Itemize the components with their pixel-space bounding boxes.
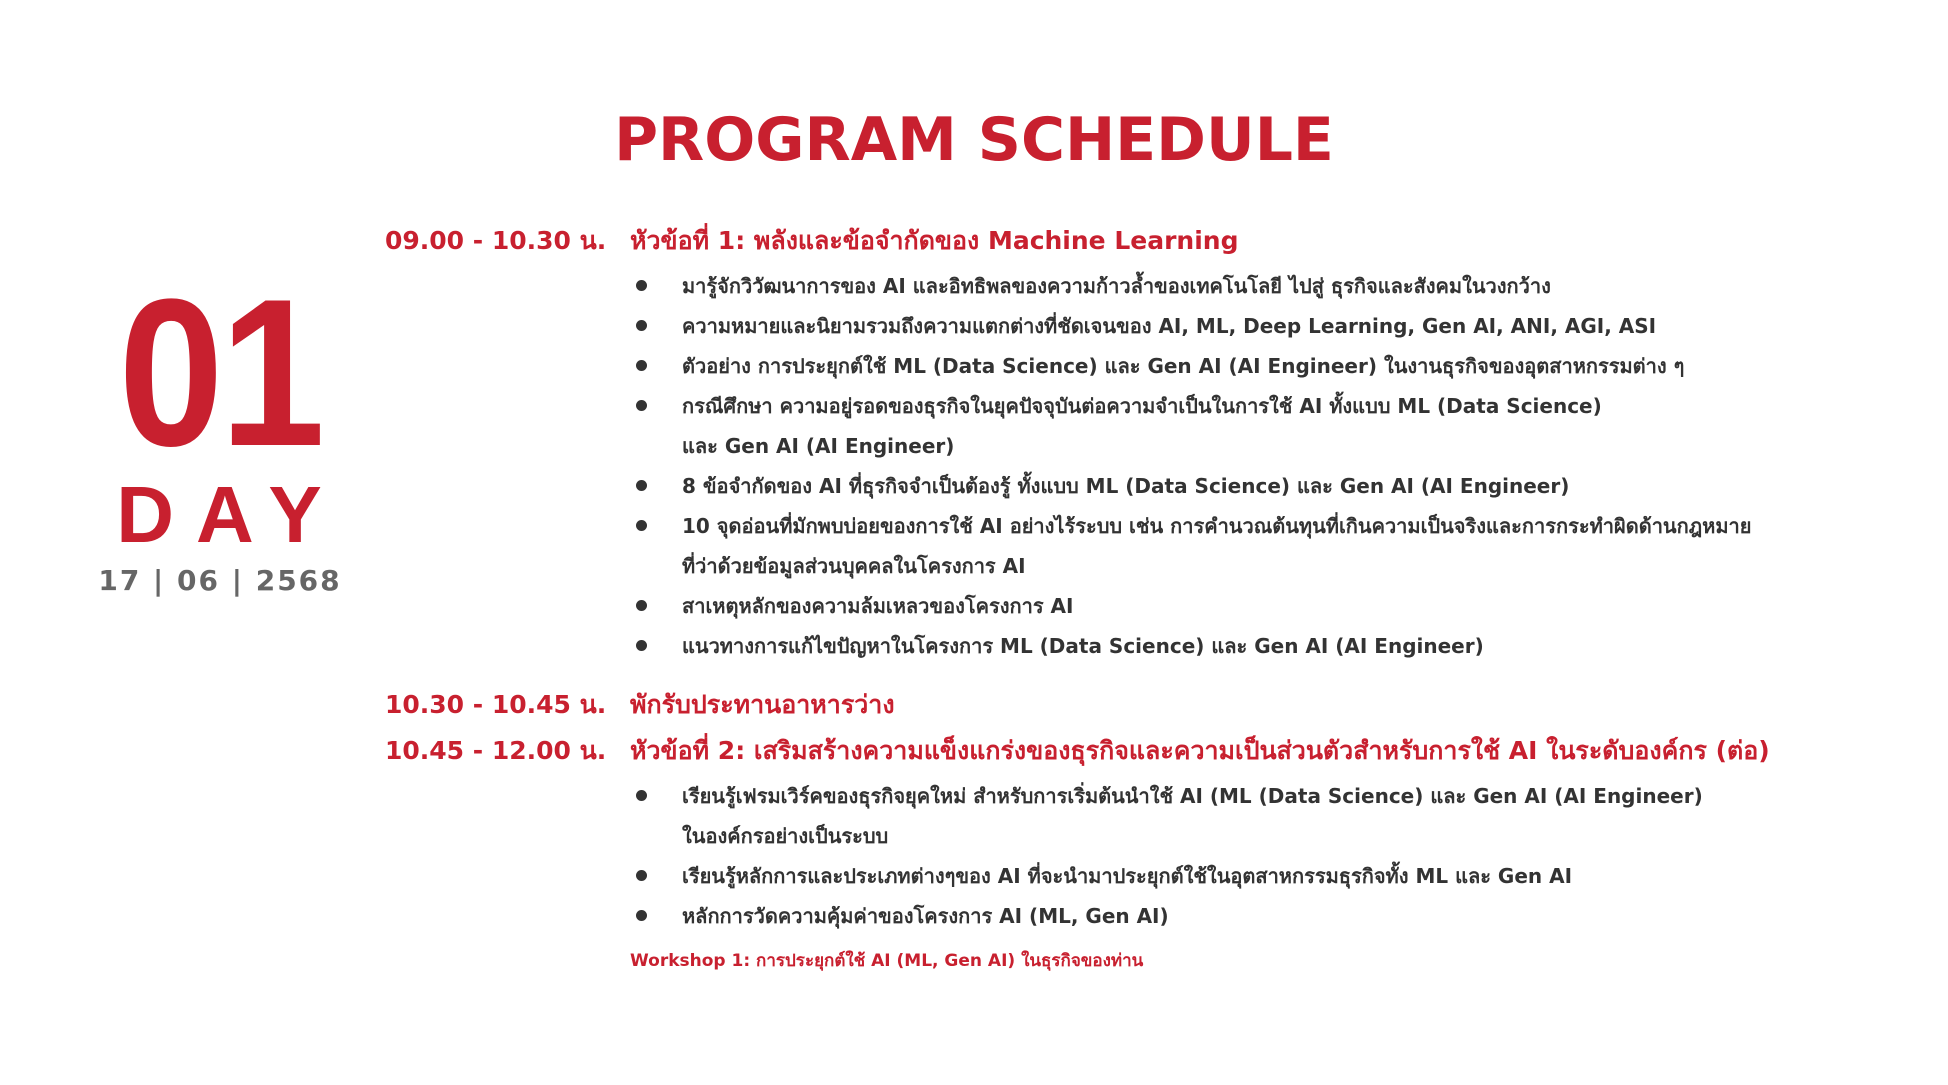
list-item (630, 776, 1885, 856)
day-date: 17 | 06 | 2568 (98, 564, 342, 597)
list-item-line: เรียนรู้หลักการและประเภทต่างๆของ AI ที่จะนำมาประยุกต์ใช้ในอุตสาหกรรมธุรกิจทั้ง ML และ Gen AI (682, 864, 1573, 888)
list-item (630, 386, 1885, 466)
bullet-icon (636, 790, 647, 801)
list-item (630, 266, 1885, 306)
list-item-line: แนวทางการแก้ไขปัญหาในโครงการ ML (Data Science) และ Gen AI (AI Engineer) (682, 634, 1484, 658)
list-item-line: ที่ว่าด้วยข้อมูลส่วนบุคคลในโครงการ AI (682, 554, 1026, 578)
list-item-line: ในองค์กรอย่างเป็นระบบ (682, 824, 889, 848)
session-topic: พักรับประทานอาหารว่าง (630, 690, 895, 719)
session-1-header (385, 218, 1885, 264)
bullet-icon (636, 280, 647, 291)
bullet-icon (636, 600, 647, 611)
list-item (630, 306, 1885, 346)
bullet-icon (636, 870, 647, 881)
list-item (630, 506, 1885, 586)
list-item (630, 586, 1885, 626)
list-item (630, 856, 1885, 896)
session-3-header (385, 728, 1885, 774)
bullet-icon (636, 360, 647, 371)
list-item (630, 626, 1885, 666)
day-number: 01 (118, 255, 322, 490)
day-label: DAY (116, 470, 344, 559)
session-topic: หัวข้อที่ 1: พลังและข้อจำกัดของ Machine Learning (630, 226, 1239, 255)
session-time: 10.30 - 10.45 น. (385, 690, 607, 719)
list-item-line: มารู้จักวิวัฒนาการของ AI และอิทธิพลของความก้าวล้ำของเทคโนโลยี ไปสู่ ธุรกิจและสังคมในวงกว้าง (682, 274, 1551, 298)
bullet-icon (636, 910, 647, 921)
list-item-line: กรณีศึกษา ความอยู่รอดของธุรกิจในยุคปัจจุบันต่อความจำเป็นในการใช้ AI ทั้งแบบ ML (Data Science) (682, 394, 1602, 418)
list-item-line: สาเหตุหลักของความล้มเหลวของโครงการ AI (682, 594, 1074, 618)
bullet-icon (636, 320, 647, 331)
list-item (630, 466, 1885, 506)
session-1-items (385, 266, 1885, 666)
list-item-line: และ Gen AI (AI Engineer) (682, 434, 955, 458)
session-3-items (385, 776, 1885, 936)
bullet-icon (636, 480, 647, 491)
list-item-line: ความหมายและนิยามรวมถึงความแตกต่างที่ชัดเจนของ AI, ML, Deep Learning, Gen AI, ANI, AGI, ASI (682, 314, 1657, 338)
list-item-line: 10 จุดอ่อนที่มักพบบ่อยของการใช้ AI อย่างไร้ระบบ เช่น การคำนวณต้นทุนที่เกินความเป็นจริงและการกระทำผิดด้านกฎหมาย (682, 514, 1752, 538)
session-time: 10.45 - 12.00 น. (385, 736, 607, 765)
schedule (385, 218, 1885, 976)
list-item-line: เรียนรู้เฟรมเวิร์คของธุรกิจยุคใหม่ สำหรับการเริ่มต้นนำใช้ AI (ML (Data Science) และ Gen AI (AI Engineer) (682, 784, 1703, 808)
day-badge (90, 255, 350, 601)
section-spacer (385, 666, 1885, 682)
bullet-icon (636, 400, 647, 411)
list-item-line: ตัวอย่าง การประยุกต์ใช้ ML (Data Science) และ Gen AI (AI Engineer) ในงานธุรกิจของอุตสาหกรรมต่าง ๆ (682, 354, 1685, 378)
page-title: PROGRAM SCHEDULE (614, 105, 1334, 175)
list-item (630, 896, 1885, 936)
list-item (630, 346, 1885, 386)
session-2-header (385, 682, 1885, 728)
bullet-icon (636, 640, 647, 651)
workshop-note: Workshop 1: การประยุกต์ใช้ AI (ML, Gen AI) ในธุรกิจของท่าน (630, 951, 1144, 971)
list-item-line: 8 ข้อจำกัดของ AI ที่ธุรกิจจำเป็นต้องรู้ ทั้งแบบ ML (Data Science) และ Gen AI (AI Engineer) (682, 474, 1570, 498)
session-time: 09.00 - 10.30 น. (385, 226, 607, 255)
session-topic: หัวข้อที่ 2: เสริมสร้างความแข็งแกร่งของธุรกิจและความเป็นส่วนตัวสำหรับการใช้ AI ในระดับองค์กร (ต่อ) (630, 736, 1770, 765)
bullet-icon (636, 520, 647, 531)
list-item-line: หลักการวัดความคุ้มค่าของโครงการ AI (ML, Gen AI) (682, 904, 1169, 928)
